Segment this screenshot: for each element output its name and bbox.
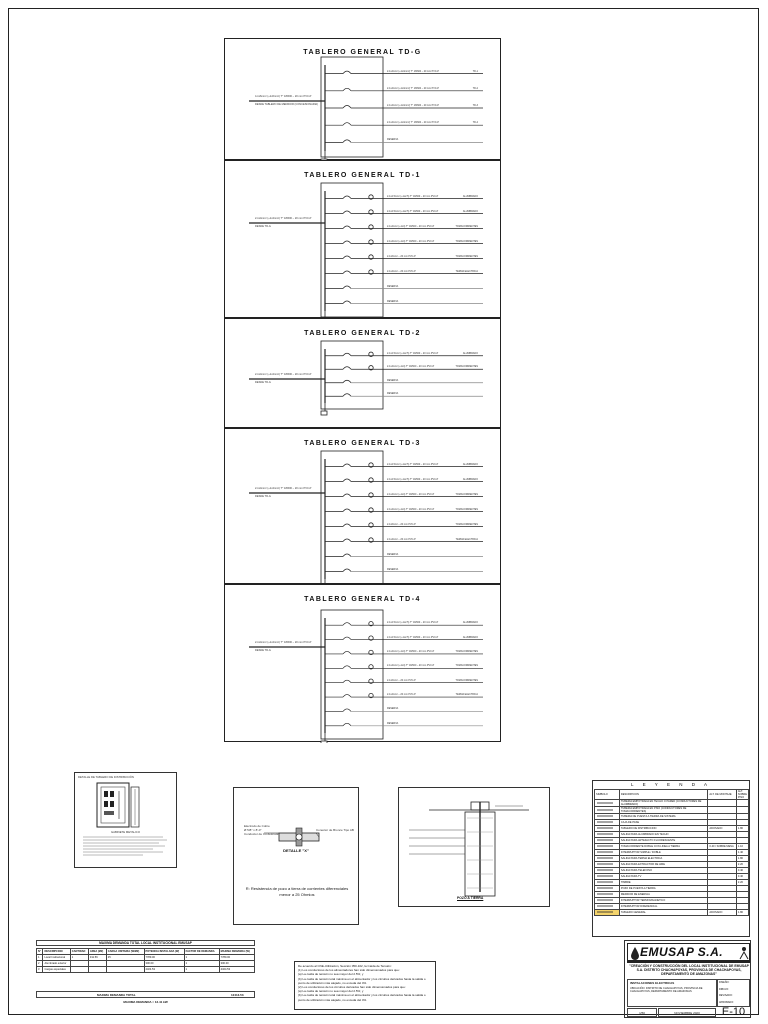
note-line: (a) La caída de tensión no sea mayor del 2.5%; y — [298, 989, 364, 994]
legend-value: 0.40 / SOBRE MESA — [708, 844, 737, 850]
board-detail-title: DETALLE DE TABLERO DE DISTRIBUCIÓN — [78, 775, 134, 779]
label-design: DISEÑO: — [719, 981, 730, 984]
breaker-symbol — [343, 301, 351, 304]
feeder-cable: 2-1x4mm² (+1x4mm²) T° 18/600 – 20 mm PVC-P — [255, 641, 312, 644]
legend-symbol — [595, 910, 620, 916]
demand-total-row — [36, 991, 255, 998]
legend-value: 2.20 — [736, 880, 748, 886]
circuit-description: 2-1x4mm² (+1x4) T° 18/600 – 20 mm PVC-P — [387, 507, 435, 511]
legend-row — [595, 807, 749, 814]
circuit-label: TOMACORRIENTES — [455, 365, 478, 369]
legend-description: TUBERIA EMPOTRADA EN TECHO O PARED (CONDUCTORES DE ALUMBRADO) — [619, 800, 708, 807]
legend-symbol — [595, 800, 620, 807]
circuit-label: ALUMBRADO — [462, 477, 478, 481]
panel-title: TABLERO GENERAL TD-1 — [304, 172, 421, 179]
legend-title: L E Y E N D A — [631, 782, 711, 787]
circuit-description: 2-1x4mm² (+1x4) T° 18/600 – 20 mm PVC-P — [387, 664, 435, 668]
circuit-description: 2-1x6mm² – 20 mm PVC-P — [387, 522, 416, 526]
ground-label-conductor: Conductor de Cu desnudo — [244, 832, 280, 836]
breaker-symbol — [343, 123, 351, 126]
board-detail — [74, 772, 177, 868]
legend-value: 1.80 — [736, 826, 748, 832]
legend-description: SALIDA PARA ALUMBRADO EN TECHO — [619, 832, 708, 838]
circuit-label: TERMA ELECTRICA — [455, 693, 478, 697]
breaker-symbol — [343, 680, 351, 683]
breaker-symbol — [343, 241, 351, 244]
panel-enclosure — [321, 57, 383, 157]
panel-title: TABLERO GENERAL TD-3 — [304, 440, 421, 447]
legend-description: TUBERIA DE PUESTA A TIERRA DE SISTEMA — [619, 814, 708, 820]
demand-header: AREA (M2) — [88, 949, 106, 955]
legend-header-symbol: SIMBOLO — [595, 790, 620, 800]
circuit-description: 2-1x4mm² (+1x4) T° 18/600 – 20 mm PVC-P — [387, 224, 435, 228]
date: NOVIEMBRE 2020 — [658, 1008, 716, 1017]
breaker-symbol — [343, 196, 351, 199]
demand-table-block — [36, 940, 255, 1010]
sheet-title: INSTALACIONES ELECTRICAS — [630, 981, 675, 985]
ground-detail-title: DETALLE "X" — [283, 848, 309, 853]
legend-value: 1.40 — [736, 850, 748, 856]
breaker-symbol — [343, 71, 351, 74]
demand-header: N° — [37, 949, 43, 955]
demand-title: MAXIMA DEMANDA TOTAL LOCAL INSTITUCIONAL EMUSAP — [36, 940, 255, 946]
breaker-symbol — [343, 723, 351, 726]
circuit-description: 2-1x2.5mm² (+1x2.5) T° 18/600 – 20 mm PVC-P — [387, 209, 439, 213]
scale: 1/50 — [627, 1008, 657, 1017]
demand-header: POTENCIA INSTALADA (W) — [144, 949, 184, 955]
circuit-label: ALUMBRADO — [462, 621, 478, 625]
breaker-symbol — [343, 554, 351, 557]
breaker-symbol — [343, 394, 351, 397]
figure-icon — [738, 946, 750, 960]
breaker-symbol — [343, 666, 351, 669]
demand-cell: 1 — [184, 961, 219, 967]
demand-cell — [70, 967, 88, 973]
demand-header: DESCRIPCION — [43, 949, 70, 955]
circuit-label: ALUMBRADO — [462, 194, 478, 198]
legend-value: 1.80 — [736, 910, 748, 916]
breaker-symbol — [343, 380, 351, 383]
panel-enclosure — [321, 610, 383, 739]
demand-cell: 2 — [37, 961, 43, 967]
circuit-description: 2-1x4mm² – 20 mm PVC-P — [387, 269, 416, 273]
legend-description: SALIDA PARA TERMA ELECTRICA — [619, 856, 708, 862]
legend-value: 1.10 — [736, 844, 748, 850]
breaker-symbol — [343, 509, 351, 512]
legend-description: INTERRUPTOR DIFERENCIAL — [619, 904, 708, 910]
demand-cell: 7789.00 — [144, 955, 184, 961]
legend-description: TOMACORRIENTE DOBLE CON LINEA A TIERRA — [619, 844, 708, 850]
label-reviewed: REVISADO: — [719, 994, 733, 997]
panel-title: TABLERO GENERAL TD-4 — [304, 596, 421, 603]
feeder-source: DESDE TD-G — [255, 649, 271, 652]
breaker-symbol — [343, 88, 351, 91]
circuit-description: 2-1x2.5mm² (+1x2.5) T° 18/600 – 20 mm PVC-P — [387, 462, 439, 466]
circuit-label: TOMACORRIENTES — [455, 507, 478, 511]
circuit-label: TD-4 — [472, 121, 478, 125]
board-detail-notes — [83, 835, 169, 859]
breaker-symbol — [343, 226, 351, 229]
demand-header: FACTOR DE DEMANDA — [184, 949, 219, 955]
circuit-label: TOMACORRIENTES — [455, 239, 478, 243]
panel-td2 — [224, 318, 501, 428]
demand-cell: Alumbrado exterior — [43, 961, 70, 967]
feeder-cable: 4-1x6mm² (+1x6mm²) T° 18/600 – 20 mm PVC-P — [255, 95, 312, 98]
demand-cell: Local Institucional — [43, 955, 70, 961]
circuit-description: 2-1x2.5mm² (+1x2.5) T° 18/600 – 20 mm PVC-P — [387, 194, 439, 198]
legend-description: TABLERO DE DISTRIBUCION — [619, 826, 708, 832]
demand-header: CANTIDAD — [70, 949, 88, 955]
sheet-number: E-10 — [721, 1006, 746, 1018]
circuit-description: RESERVA — [387, 392, 399, 396]
panel-diagram — [225, 39, 502, 161]
legend-symbol — [595, 807, 620, 814]
breaker-symbol — [343, 539, 351, 542]
well-detail-drawing — [399, 788, 551, 908]
breaker-symbol — [343, 464, 351, 467]
circuit-description: 2-1x2.5mm² (+1x2.5) T° 18/600 – 20 mm PVC-P — [387, 477, 439, 481]
panel-td1 — [224, 160, 501, 318]
note-line: (b) La caída de tensión total máxima en el alimentador y los circuitos derivados hasta la salida o punto de utilización más alejado, no exceda del 4%. — [298, 976, 426, 985]
circuit-label: TD-3 — [472, 104, 478, 107]
demand-table — [36, 948, 255, 973]
legend-value — [708, 807, 737, 814]
circuit-description: 2-1x2.5mm² (+1x2.5) T° 18/600 – 20 mm PVC-P — [387, 621, 439, 625]
panel-enclosure — [321, 451, 383, 585]
legend-value: 1.80 — [736, 856, 748, 862]
demand-cell: 1 — [184, 955, 219, 961]
legend-description: TIMBRE — [619, 880, 708, 886]
breaker-symbol — [343, 637, 351, 640]
panel-enclosure — [321, 183, 383, 317]
feeder-cable: 2-1x4mm² (+1x4mm²) T° 18/600 – 20 mm PVC-P — [255, 373, 312, 376]
breaker-symbol — [343, 524, 351, 527]
breaker-symbol — [343, 211, 351, 214]
feeder-cable: 2-1x4mm² (+1x4mm²) T° 18/600 – 20 mm PVC-P — [255, 217, 312, 220]
circuit-description: RESERVA — [387, 567, 399, 571]
demand-cell: 4324.53 — [219, 967, 254, 973]
circuit-description: 2-1x4mm² (+1x4) T° 18/600 – 20 mm PVC-P — [387, 239, 435, 243]
demand-cell: Cargas especiales — [43, 967, 70, 973]
demand-cell: 300.00 — [144, 961, 184, 967]
panel-enclosure — [321, 341, 383, 409]
legend-description: TUBERIA EMPOTRADA EN PISO (CONDUCTORES DE TOMACORRIENTES) — [619, 807, 708, 814]
legend-description: INTERRUPTOR SIMPLE / DOBLE — [619, 850, 708, 856]
circuit-label: TOMACORRIENTES — [455, 678, 478, 682]
circuit-description: 2-1x4mm² – 20 mm PVC-P — [387, 537, 416, 541]
breaker-symbol — [343, 256, 351, 259]
circuit-label: ALUMBRADO — [462, 462, 478, 466]
demand-result: MAXIMA DEMANDA = 12.41 kW — [123, 1000, 168, 1004]
demand-header: CARGA UNITARIA (W/M2) — [106, 949, 144, 955]
legend-value: 0.40 — [736, 868, 748, 874]
panel-title: TABLERO GENERAL TD-G — [303, 49, 422, 56]
demand-cell: 25 — [106, 955, 144, 961]
breaker-symbol — [343, 479, 351, 482]
legend-value: ADOSADO — [708, 826, 737, 832]
legend-box — [592, 780, 750, 937]
circuit-label: ALUMBRADO — [462, 635, 478, 639]
well-detail — [398, 787, 550, 907]
demand-cell: 1 — [184, 967, 219, 973]
legend-value — [736, 807, 748, 814]
circuit-label: TD-1 — [472, 69, 478, 73]
demand-cell: 1 — [37, 955, 43, 961]
legend-header-desc: DESCRIPCION — [619, 790, 708, 800]
breaker-symbol — [343, 367, 351, 370]
circuit-description: RESERVA — [387, 552, 399, 556]
breaker-symbol — [343, 494, 351, 497]
circuit-description: RESERVA — [387, 299, 399, 303]
legend-description: POZO DE PUESTA A TIERRA — [619, 886, 708, 892]
note-line: (a) La caída de tensión no sea mayor del 2.5%; y — [298, 972, 364, 977]
ground-symbol — [321, 411, 327, 415]
feeder-source: DESDE TD-G — [255, 381, 271, 384]
title-info — [627, 979, 717, 1007]
circuit-description: 2-1x2.5mm² (+1x2.5) T° 18/600 – 20 mm PVC-P — [387, 635, 439, 639]
legend-description: TABLERO GENERAL — [619, 910, 708, 916]
circuit-label: TERMA ELECTRICA — [455, 269, 478, 273]
legend-header-height: ALT. SOBRE PISO — [737, 790, 747, 799]
demand-header: MAXIMA DEMANDA (W) — [219, 949, 254, 955]
feeder-source: DESDE TD-G — [255, 225, 271, 228]
legend-value: 0.40 — [736, 874, 748, 880]
circuit-description: 2-1x4mm² (+1x4mm²) T° 18/600 – 20 mm PVC-P — [387, 86, 439, 90]
legend-description: MEDIDOR DE ENERGIA — [619, 892, 708, 898]
voltage-drop-notes — [294, 961, 436, 1010]
demand-row — [37, 967, 255, 973]
circuit-label: TOMACORRIENTES — [455, 649, 478, 653]
feeder-cable: 2-1x4mm² (+1x4mm²) T° 18/600 – 20 mm PVC-P — [255, 487, 312, 490]
circuit-description: RESERVA — [387, 721, 399, 725]
legend-value — [708, 800, 737, 807]
note-line: De acuerdo al CNE-Utilización, Sección 050-102, la Caída de Tensión: — [298, 964, 392, 968]
location: UBICACIÓN: DISTRITO DE CHACHAPOYAS, PROVINCIA DE CHACHAPOYAS, DEPARTAMENTO DE AMAZONAS — [630, 987, 703, 994]
circuit-description: 2-1x4mm² – 20 mm PVC-P — [387, 693, 416, 697]
board-detail-caption: GABINETE METALICO — [110, 830, 140, 834]
circuit-description: 2-1x6mm² – 20 mm PVC-P — [387, 254, 416, 258]
legend-description: SALIDA PARA EXTRACTOR DE AIRE — [619, 862, 708, 868]
circuit-description: RESERVA — [387, 138, 399, 142]
legend-value: 2.20 — [736, 862, 748, 868]
circuit-description: 2-1x4mm² (+1x4) T° 18/600 – 20 mm PVC-P — [387, 365, 435, 369]
circuit-description: 2-1x4mm² (+1x4mm²) T° 18/600 – 20 mm PVC-P — [387, 104, 439, 107]
legend-value — [736, 800, 748, 807]
breaker-symbol — [343, 569, 351, 572]
circuit-description: RESERVA — [387, 707, 399, 711]
breaker-symbol — [343, 140, 351, 143]
circuit-label: TOMACORRIENTES — [455, 224, 478, 228]
ground-symbol — [321, 741, 327, 743]
breaker-symbol — [343, 353, 351, 356]
project-title: "CREACIÓN Y CONSTRUCCIÓN DEL LOCAL INSTITUCIONAL DE EMUSAP S.A. DISTRITO CHACHAPOYAS, PROVINCIA DE CHACHAPOYAS, DEPARTAMENTO DE AMAZONAS" — [629, 964, 749, 977]
label-approved: APROBADO: — [719, 1000, 734, 1004]
title-block — [624, 940, 751, 1018]
demand-cell: 3 — [37, 967, 43, 973]
legend-row — [595, 910, 749, 916]
company-logo — [627, 943, 750, 963]
circuit-description: RESERVA — [387, 284, 399, 288]
circuit-label: TOMACORRIENTES — [455, 522, 478, 526]
circuit-label: TD-2 — [472, 86, 478, 90]
ground-label-electrode: Electrodo de Cobre — [244, 824, 270, 828]
note-line: (b) La caída de tensión total máxima en el alimentador y los circuitos derivados hasta la salida o punto de utilización más alejado, no exceda del 4%. — [298, 993, 426, 1002]
legend-description: SALIDA PARA ARTEFACTO FLUORESCENTE — [619, 838, 708, 844]
well-detail-title: POZO A TIERRA — [457, 896, 484, 900]
breaker-symbol — [343, 709, 351, 712]
demand-cell: 1 — [70, 955, 88, 961]
circuit-description: 2-1x6mm² – 20 mm PVC-P — [387, 678, 416, 682]
drop-icon — [630, 946, 640, 960]
circuit-label: TOMACORRIENTES — [455, 664, 478, 668]
circuit-description: 2-1x4mm² (+1x4mm²) T° 18/600 – 20 mm PVC-P — [387, 121, 439, 125]
note-line: (2) Los conductores de los circuitos derivados han sido dimensionados para que: — [298, 985, 406, 990]
breaker-symbol — [343, 286, 351, 289]
ground-detail-drawing — [234, 788, 360, 926]
circuit-description: RESERVA — [387, 378, 399, 382]
panel-td3 — [224, 428, 501, 584]
circuit-label: ALUMBRADO — [462, 351, 478, 355]
legend-description: SALIDA PARA TELEFONO — [619, 868, 708, 874]
legend-row — [595, 800, 749, 807]
circuit-label: TOMACORRIENTES — [455, 492, 478, 496]
circuit-label: TERMA ELECTRICA — [455, 537, 478, 541]
circuit-description: 2-1x4mm² (+1x4) T° 18/600 – 20 mm PVC-P — [387, 649, 435, 653]
breaker-symbol — [343, 271, 351, 274]
circuit-description: 2-1x4mm² (+1x4mm²) T° 18/600 – 20 mm PVC-P — [387, 69, 439, 73]
demand-cell: 300.00 — [219, 961, 254, 967]
logo-underline — [628, 960, 749, 962]
legend-value: ADOSADO — [708, 910, 737, 916]
circuit-label: TOMACORRIENTES — [455, 254, 478, 258]
feeder-source: DESDE TD-G — [255, 495, 271, 498]
legend-description: INTERRUPTOR TERMOMAGNETICO — [619, 898, 708, 904]
demand-total-value: 12413.53 — [231, 993, 244, 997]
demand-cell: 4324.53 — [144, 967, 184, 973]
circuit-description: 2-1x2.5mm² (+1x2.5) T° 18/600 – 20 mm PVC-P — [387, 351, 439, 355]
legend-description: CAJA DE PASE — [619, 820, 708, 826]
demand-cell — [88, 967, 106, 973]
legend-table — [594, 789, 749, 916]
company-name: EMUSAP S.A. — [640, 945, 724, 959]
feeder-source: DESDE TABLERO DE MEDIDOR (CONCESIONARIA) — [255, 103, 319, 106]
panel-tdg — [224, 38, 501, 160]
demand-cell: 311.56 — [88, 955, 106, 961]
panel-title: TABLERO GENERAL TD-2 — [304, 330, 421, 337]
ground-label-connector: Conector de Bronce Tipo AB — [316, 828, 354, 832]
demand-cell — [106, 967, 144, 973]
legend-header-mount: ALT. DE MONTAJE — [708, 790, 737, 800]
ground-detail — [233, 787, 359, 925]
ground-label-size: Ø 5/8" x 8'-0" — [244, 828, 262, 832]
title-side-labels — [717, 979, 750, 1007]
note-line: (1) Los conductores de los alimentadores han sido dimensionados para que: — [298, 968, 400, 973]
circuit-label: ALUMBRADO — [462, 209, 478, 213]
circuit-description: 2-1x4mm² (+1x4) T° 18/600 – 20 mm PVC-P — [387, 492, 435, 496]
breaker-symbol — [343, 623, 351, 626]
breaker-symbol — [343, 695, 351, 698]
panel-td4 — [224, 584, 501, 742]
demand-cell: 7789.00 — [219, 955, 254, 961]
breaker-symbol — [343, 106, 351, 109]
label-drawing: DIBUJO: — [719, 987, 729, 991]
legend-description: SALIDA PARA TV — [619, 874, 708, 880]
ground-detail-note: R: Resistencia de pozo a tierra de corrientes diferenciales menor a 25 Ohmios — [245, 886, 349, 897]
breaker-symbol — [343, 651, 351, 654]
demand-total-label: MAXIMA DEMANDA TOTAL — [97, 993, 136, 997]
